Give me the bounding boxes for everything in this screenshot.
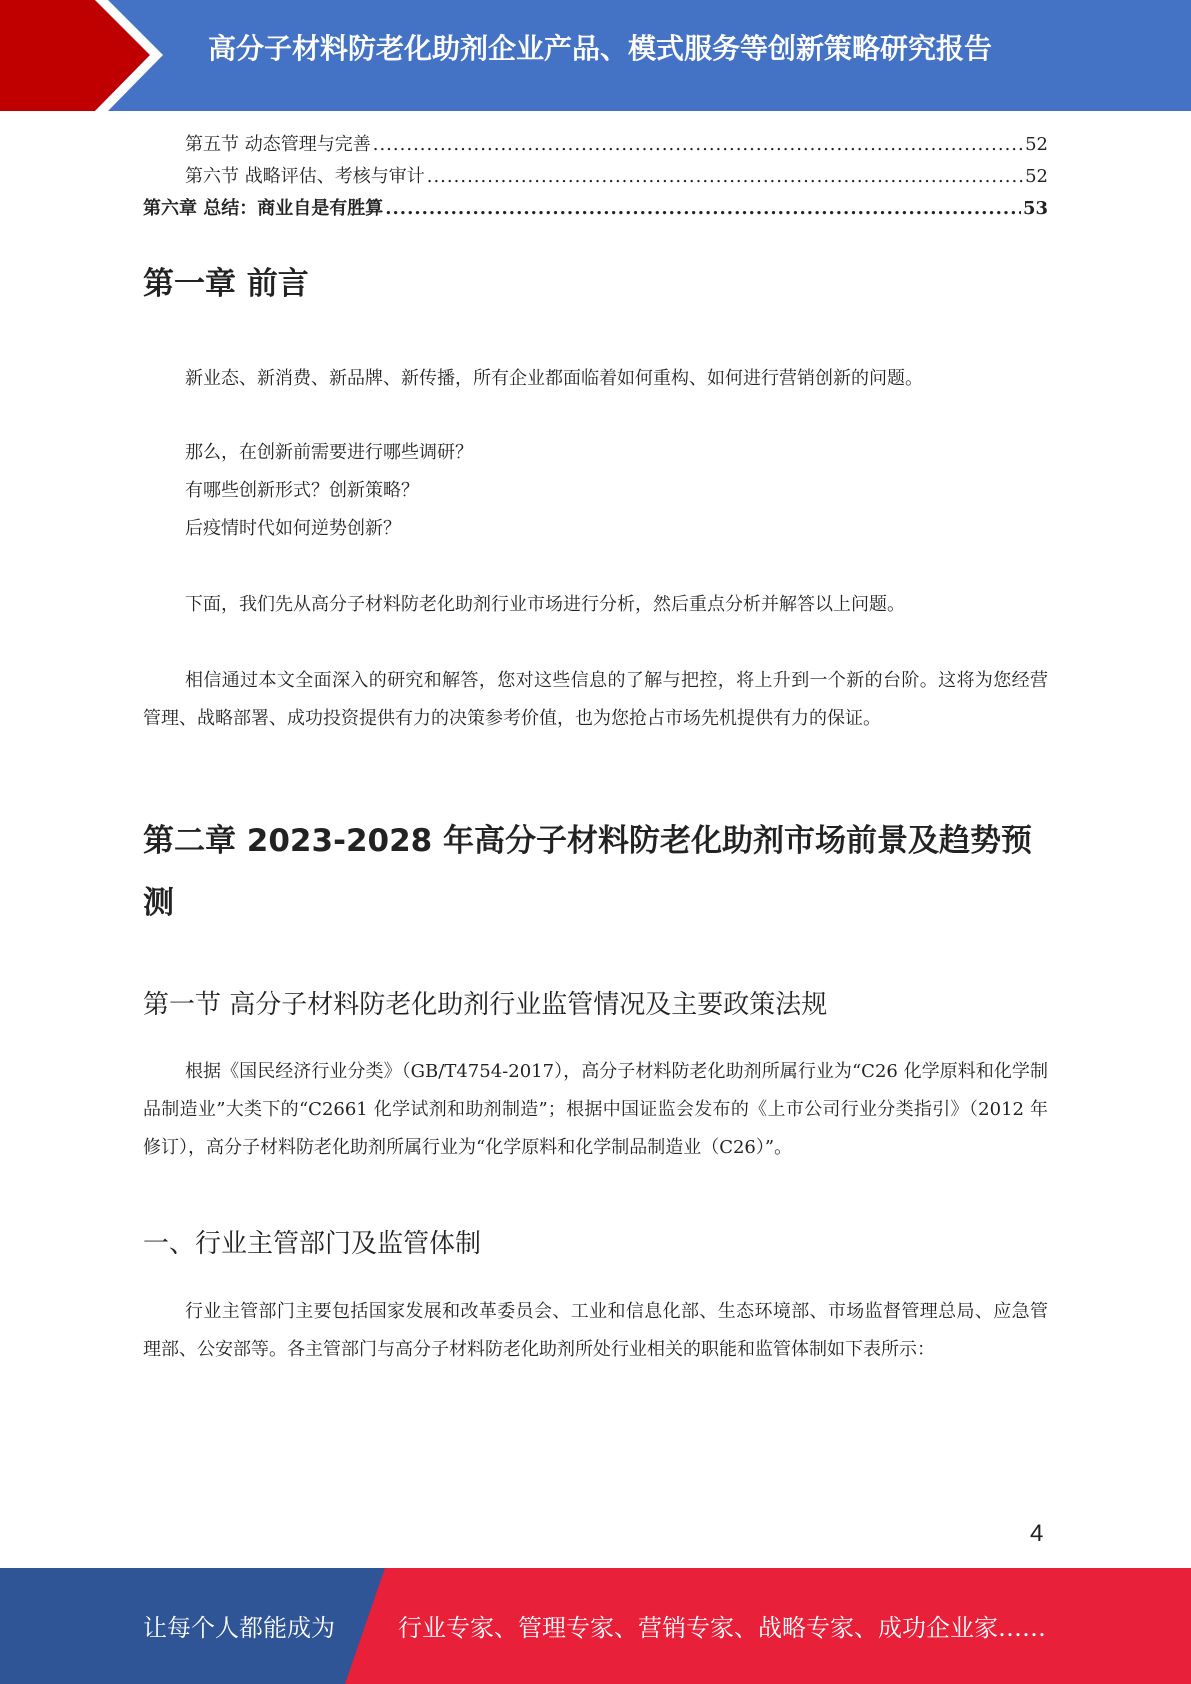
toc-item-page: 52 (1025, 134, 1048, 155)
chapter1-question-2: 有哪些创新形式？创新策略？ (185, 480, 419, 501)
page-header (0, 0, 1191, 111)
chapter2-subsection1-heading: 一、行业主管部门及监管体制 (143, 1229, 482, 1259)
chapter1-paragraph-3: 相信通过本文全面深入的研究和解答，您对这些信息的了解与把控，将上升到一个新的台阶。这将为您经营管理、战略部署、成功投资提供有力的决策参考价值，也为您抢占市场先机提供有力的保证。 (143, 670, 1048, 729)
chapter2-heading: 第二章 2023-2028 年高分子材料防老化助剂市场前景及趋势预测 (143, 823, 1033, 921)
chapter1-paragraph-1: 新业态、新消费、新品牌、新传播，所有企业都面临着如何重构、如何进行营销创新的问题。 (185, 368, 923, 389)
footer-slogan-left: 让每个人都能成为 (143, 1614, 335, 1642)
chapter1-paragraph-2: 下面，我们先从高分子材料防老化助剂行业市场进行分析，然后重点分析并解答以上问题。 (185, 594, 905, 615)
toc-item[interactable] (143, 162, 1048, 188)
report-title: 高分子材料防老化助剂企业产品、模式服务等创新策略研究报告 (207, 32, 992, 65)
toc-item[interactable] (143, 130, 1048, 156)
toc-item-page: 53 (1022, 198, 1048, 219)
toc-item[interactable] (143, 194, 1048, 220)
toc-dot-leader (427, 166, 1023, 187)
page-number: 4 (1030, 1520, 1044, 1547)
toc-item-page: 52 (1025, 166, 1048, 187)
toc-item-label: 第五节 动态管理与完善 (185, 134, 371, 155)
page-footer (0, 1568, 1191, 1684)
chapter2-subsection1-paragraph: 行业主管部门主要包括国家发展和改革委员会、工业和信息化部、生态环境部、市场监督管理总局、应急管理部、公安部等。各主管部门与高分子材料防老化助剂所处行业相关的职能和监管体制如下表所示： (143, 1301, 1048, 1360)
toc-item-label: 第六节 战略评估、考核与审计 (185, 166, 425, 187)
footer-slogan-right: 行业专家、管理专家、营销专家、战略专家、成功企业家…… (398, 1614, 1046, 1642)
toc-dot-leader (385, 198, 1021, 219)
chapter1-heading: 第一章 前言 (143, 266, 309, 302)
chapter1-question-3: 后疫情时代如何逆势创新？ (185, 518, 401, 539)
toc-item-label: 第六章 总结：商业自是有胜算 (143, 198, 384, 219)
toc-dot-leader (373, 134, 1023, 155)
chapter2-section1-paragraph: 根据《国民经济行业分类》（GB/T4754-2017），高分子材料防老化助剂所属行业为“C26 化学原料和化学制品制造业”大类下的“C2661 化学试剂和助剂制造”；根据中国证监会发布的《上市公司行业分类指引》（2012 年修订），高分子材料防老化助剂所属行业为“化学原料和化学制品制造业（C26）”。 (143, 1061, 1048, 1158)
chapter2-section1-heading: 第一节 高分子材料防老化助剂行业监管情况及主要政策法规 (143, 990, 828, 1020)
chapter1-question-1: 那么，在创新前需要进行哪些调研？ (185, 442, 473, 463)
